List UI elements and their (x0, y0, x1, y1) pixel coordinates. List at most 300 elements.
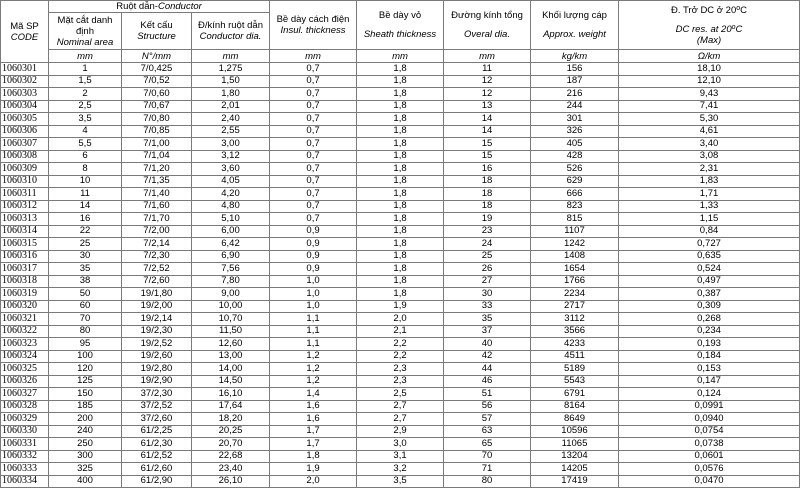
unit-structure: N°/mm (122, 50, 192, 63)
table-row (1, 238, 800, 251)
cell-insulation: 0,7 (270, 63, 357, 76)
cell-sheath: 3,5 (357, 475, 444, 488)
cell-sheath: 1,8 (357, 275, 444, 288)
cell-nominal-area: 250 (49, 438, 122, 451)
header-weight (531, 1, 619, 50)
cell-dc-resistance: 0,147 (619, 375, 800, 388)
cell-structure: 7/0,52 (122, 75, 192, 88)
cell-structure: 61/2,25 (122, 425, 192, 438)
cell-code: 1060316 (1, 250, 49, 263)
cell-structure: 19/2,90 (122, 375, 192, 388)
cell-insulation: 1,0 (270, 275, 357, 288)
cell-insulation: 0,9 (270, 263, 357, 276)
header-overall-vi: Đường kính tổng (451, 10, 523, 21)
cell-dc-resistance: 0,124 (619, 388, 800, 401)
cell-structure: 7/2,14 (122, 238, 192, 251)
cell-sheath: 3,0 (357, 438, 444, 451)
table-row (1, 313, 800, 326)
cell-sheath: 1,8 (357, 75, 444, 88)
cell-weight: 2234 (531, 288, 619, 301)
cell-nominal-area: 6 (49, 150, 122, 163)
cell-structure: 19/1,80 (122, 288, 192, 301)
cell-conductor-dia: 2,40 (192, 113, 270, 126)
cell-conductor-dia: 26,10 (192, 475, 270, 488)
cell-insulation: 0,7 (270, 150, 357, 163)
table-row (1, 375, 800, 388)
cell-code: 1060308 (1, 150, 49, 163)
header-nominal-area (49, 13, 122, 50)
cell-overall-dia: 25 (444, 250, 531, 263)
cell-structure: 7/0,67 (122, 100, 192, 113)
cell-code: 1060304 (1, 100, 49, 113)
degree-sup-en: o (731, 23, 736, 31)
cell-insulation: 1,2 (270, 363, 357, 376)
cell-nominal-area: 16 (49, 213, 122, 226)
cell-overall-dia: 42 (444, 350, 531, 363)
cell-conductor-dia: 14,50 (192, 375, 270, 388)
cell-nominal-area: 200 (49, 413, 122, 426)
cell-sheath: 1,8 (357, 288, 444, 301)
cell-sheath: 1,8 (357, 250, 444, 263)
cell-weight: 1408 (531, 250, 619, 263)
cell-weight: 6791 (531, 388, 619, 401)
cell-insulation: 0,9 (270, 250, 357, 263)
header-resistance-vi (621, 5, 797, 16)
header-conductor-group (49, 1, 270, 13)
cell-code: 1060321 (1, 313, 49, 326)
cell-sheath: 1,8 (357, 238, 444, 251)
cell-conductor-dia: 10,70 (192, 313, 270, 326)
cell-sheath: 1,8 (357, 138, 444, 151)
cell-sheath: 1,8 (357, 200, 444, 213)
cell-insulation: 0,7 (270, 213, 357, 226)
cell-structure: 7/2,30 (122, 250, 192, 263)
table-row (1, 413, 800, 426)
header-nominal-area-vi: Mặt cắt danh định (57, 14, 113, 37)
cell-code: 1060331 (1, 438, 49, 451)
cell-structure: 19/2,52 (122, 338, 192, 351)
cell-dc-resistance: 0,0470 (619, 475, 800, 488)
cell-insulation: 0,7 (270, 100, 357, 113)
table-row (1, 300, 800, 313)
table-row (1, 163, 800, 176)
cell-insulation: 1,2 (270, 375, 357, 388)
cell-overall-dia: 12 (444, 75, 531, 88)
cell-conductor-dia: 6,90 (192, 250, 270, 263)
cell-sheath: 2,3 (357, 363, 444, 376)
cell-weight: 326 (531, 125, 619, 138)
cell-insulation: 1,6 (270, 400, 357, 413)
cell-nominal-area: 35 (49, 263, 122, 276)
cell-code: 1060327 (1, 388, 49, 401)
cell-dc-resistance: 0,635 (619, 250, 800, 263)
cell-code: 1060311 (1, 188, 49, 201)
cell-structure: 7/1,35 (122, 175, 192, 188)
cell-sheath: 2,9 (357, 425, 444, 438)
cell-dc-resistance: 0,524 (619, 263, 800, 276)
cell-overall-dia: 13 (444, 100, 531, 113)
cell-structure: 61/2,60 (122, 463, 192, 476)
cell-weight: 1766 (531, 275, 619, 288)
cell-weight: 216 (531, 88, 619, 101)
cell-dc-resistance: 7,41 (619, 100, 800, 113)
cell-sheath: 1,8 (357, 150, 444, 163)
cell-insulation: 0,9 (270, 225, 357, 238)
header-resistance-max: (Max) (696, 34, 722, 46)
header-conductor-dia-en: Conductor dia. (199, 31, 262, 42)
table-row (1, 400, 800, 413)
header-conductor-dia-vi: Đ/kính ruột dẫn (198, 20, 263, 31)
table-row (1, 275, 800, 288)
cell-conductor-dia: 4,20 (192, 188, 270, 201)
cell-weight: 5543 (531, 375, 619, 388)
cell-overall-dia: 37 (444, 325, 531, 338)
cell-dc-resistance: 4,61 (619, 125, 800, 138)
header-code-vi: Mã SP (10, 20, 39, 32)
cell-conductor-dia: 3,60 (192, 163, 270, 176)
cell-structure: 19/2,60 (122, 350, 192, 363)
header-code-en: CODE (10, 31, 39, 43)
cell-sheath: 1,8 (357, 175, 444, 188)
cell-code: 1060318 (1, 275, 49, 288)
cell-insulation: 1,2 (270, 350, 357, 363)
cell-nominal-area: 22 (49, 225, 122, 238)
cell-dc-resistance: 0,309 (619, 300, 800, 313)
cell-conductor-dia: 18,20 (192, 413, 270, 426)
cell-weight: 3112 (531, 313, 619, 326)
table-row (1, 63, 800, 76)
table-row (1, 288, 800, 301)
header-conductor-vi: Ruột dẫn- (116, 1, 158, 12)
table-row (1, 125, 800, 138)
cell-dc-resistance: 9,43 (619, 88, 800, 101)
cell-insulation: 1,1 (270, 313, 357, 326)
cell-structure: 61/2,52 (122, 450, 192, 463)
cell-insulation: 0,7 (270, 188, 357, 201)
cell-overall-dia: 70 (444, 450, 531, 463)
header-structure (122, 13, 192, 50)
cell-conductor-dia: 1,50 (192, 75, 270, 88)
cell-weight: 823 (531, 200, 619, 213)
cell-dc-resistance: 0,153 (619, 363, 800, 376)
header-conductor-dia (192, 13, 270, 50)
cell-sheath: 1,8 (357, 163, 444, 176)
cell-weight: 11065 (531, 438, 619, 451)
cell-nominal-area: 125 (49, 375, 122, 388)
cell-overall-dia: 18 (444, 175, 531, 188)
cell-overall-dia: 46 (444, 375, 531, 388)
cell-structure: 7/1,60 (122, 200, 192, 213)
cell-code: 1060301 (1, 63, 49, 76)
cell-overall-dia: 63 (444, 425, 531, 438)
table-row (1, 450, 800, 463)
cell-weight: 2717 (531, 300, 619, 313)
header-insulation-vi: Bề dày cách điện (276, 14, 350, 25)
cell-code: 1060305 (1, 113, 49, 126)
cell-overall-dia: 57 (444, 413, 531, 426)
cell-overall-dia: 15 (444, 138, 531, 151)
cell-nominal-area: 300 (49, 450, 122, 463)
header-structure-vi: Kết cấu (140, 20, 173, 31)
table-row (1, 338, 800, 351)
cell-dc-resistance: 0,387 (619, 288, 800, 301)
cell-structure: 7/1,00 (122, 138, 192, 151)
cell-conductor-dia: 3,12 (192, 150, 270, 163)
cell-structure: 19/2,30 (122, 325, 192, 338)
table-row (1, 325, 800, 338)
header-conductor-en: Conductor (157, 1, 202, 12)
cell-nominal-area: 2 (49, 88, 122, 101)
cell-code: 1060320 (1, 300, 49, 313)
table-row (1, 188, 800, 201)
table-row (1, 113, 800, 126)
cell-code: 1060329 (1, 413, 49, 426)
cell-code: 1060309 (1, 163, 49, 176)
cell-nominal-area: 10 (49, 175, 122, 188)
cell-code: 1060312 (1, 200, 49, 213)
cell-code: 1060333 (1, 463, 49, 476)
cell-conductor-dia: 9,00 (192, 288, 270, 301)
cell-weight: 666 (531, 188, 619, 201)
cell-structure: 37/2,60 (122, 413, 192, 426)
cell-conductor-dia: 13,00 (192, 350, 270, 363)
cell-dc-resistance: 0,234 (619, 325, 800, 338)
cell-code: 1060324 (1, 350, 49, 363)
cell-code: 1060303 (1, 88, 49, 101)
cell-overall-dia: 15 (444, 150, 531, 163)
unit-sheath: mm (357, 50, 444, 63)
cell-code: 1060328 (1, 400, 49, 413)
header-weight-en: Approx. weight (543, 29, 606, 40)
cell-nominal-area: 400 (49, 475, 122, 488)
cell-code: 1060317 (1, 263, 49, 276)
cell-weight: 4511 (531, 350, 619, 363)
header-overall-dia (444, 1, 531, 50)
header-weight-vi: Khối lượng cáp (542, 10, 607, 21)
cell-overall-dia: 23 (444, 225, 531, 238)
cell-overall-dia: 51 (444, 388, 531, 401)
cell-weight: 17419 (531, 475, 619, 488)
cell-weight: 14205 (531, 463, 619, 476)
cell-sheath: 1,8 (357, 63, 444, 76)
cell-conductor-dia: 4,80 (192, 200, 270, 213)
cell-code: 1060323 (1, 338, 49, 351)
cell-structure: 61/2,90 (122, 475, 192, 488)
cell-weight: 629 (531, 175, 619, 188)
cell-weight: 244 (531, 100, 619, 113)
cell-overall-dia: 40 (444, 338, 531, 351)
cell-overall-dia: 16 (444, 163, 531, 176)
cell-code: 1060330 (1, 425, 49, 438)
cell-sheath: 3,2 (357, 463, 444, 476)
header-dc-resistance (619, 1, 800, 50)
cell-conductor-dia: 11,50 (192, 325, 270, 338)
table-row (1, 250, 800, 263)
cell-structure: 61/2,30 (122, 438, 192, 451)
cell-insulation: 0,7 (270, 113, 357, 126)
cell-sheath: 2,7 (357, 413, 444, 426)
cell-conductor-dia: 22,68 (192, 450, 270, 463)
cell-structure: 19/2,80 (122, 363, 192, 376)
header-resistance-en-prefix: DC res. at 20 (675, 23, 732, 35)
cell-nominal-area: 1 (49, 63, 122, 76)
cell-nominal-area: 30 (49, 250, 122, 263)
cell-sheath: 2,1 (357, 325, 444, 338)
cell-dc-resistance: 0,0940 (619, 413, 800, 426)
unit-weight: kg/km (531, 50, 619, 63)
header-sheath-en: Sheath thickness (363, 29, 437, 40)
cell-overall-dia: 71 (444, 463, 531, 476)
degree-sup: o (736, 4, 741, 12)
cell-code: 1060310 (1, 175, 49, 188)
cell-conductor-dia: 2,01 (192, 100, 270, 113)
cell-overall-dia: 44 (444, 363, 531, 376)
cell-weight: 10596 (531, 425, 619, 438)
cell-nominal-area: 240 (49, 425, 122, 438)
cell-structure: 7/1,04 (122, 150, 192, 163)
cell-conductor-dia: 17,64 (192, 400, 270, 413)
cell-weight: 8164 (531, 400, 619, 413)
cell-sheath: 2,3 (357, 375, 444, 388)
table-row (1, 475, 800, 488)
header-sheath (357, 1, 444, 50)
unit-resistance: Ω/km (619, 50, 800, 63)
cell-weight: 187 (531, 75, 619, 88)
cell-overall-dia: 11 (444, 63, 531, 76)
cell-insulation: 1,9 (270, 463, 357, 476)
table-row (1, 100, 800, 113)
units-row (1, 50, 800, 63)
cell-nominal-area: 3,5 (49, 113, 122, 126)
cell-nominal-area: 150 (49, 388, 122, 401)
cell-nominal-area: 2,5 (49, 100, 122, 113)
table-row (1, 138, 800, 151)
cell-weight: 1242 (531, 238, 619, 251)
cell-overall-dia: 18 (444, 188, 531, 201)
cell-nominal-area: 100 (49, 350, 122, 363)
cell-dc-resistance: 18,10 (619, 63, 800, 76)
cell-overall-dia: 35 (444, 313, 531, 326)
cell-weight: 3566 (531, 325, 619, 338)
header-row-1 (1, 1, 800, 13)
cell-insulation: 1,1 (270, 338, 357, 351)
cell-code: 1060319 (1, 288, 49, 301)
header-overall-en: Overal dia. (464, 29, 510, 40)
cell-nominal-area: 25 (49, 238, 122, 251)
cell-insulation: 0,7 (270, 75, 357, 88)
cell-structure: 7/0,85 (122, 125, 192, 138)
table-row (1, 438, 800, 451)
cell-conductor-dia: 20,70 (192, 438, 270, 451)
cell-insulation: 1,7 (270, 425, 357, 438)
cell-structure: 7/2,60 (122, 275, 192, 288)
unit-conductor-dia: mm (192, 50, 270, 63)
cell-overall-dia: 65 (444, 438, 531, 451)
cell-structure: 7/0,425 (122, 63, 192, 76)
cell-insulation: 1,7 (270, 438, 357, 451)
cell-nominal-area: 5,5 (49, 138, 122, 151)
cell-sheath: 1,8 (357, 188, 444, 201)
cell-weight: 301 (531, 113, 619, 126)
table-row (1, 200, 800, 213)
table-row (1, 350, 800, 363)
cell-conductor-dia: 16,10 (192, 388, 270, 401)
header-insulation-en: Insul. thickness (280, 25, 346, 36)
cell-sheath: 1,8 (357, 263, 444, 276)
cell-nominal-area: 60 (49, 300, 122, 313)
cell-insulation: 0,7 (270, 200, 357, 213)
cell-overall-dia: 12 (444, 88, 531, 101)
cell-dc-resistance: 1,71 (619, 188, 800, 201)
cell-dc-resistance: 0,497 (619, 275, 800, 288)
cell-insulation: 0,7 (270, 175, 357, 188)
cell-weight: 5189 (531, 363, 619, 376)
cell-overall-dia: 30 (444, 288, 531, 301)
cell-overall-dia: 19 (444, 213, 531, 226)
cell-dc-resistance: 0,0601 (619, 450, 800, 463)
cell-dc-resistance: 0,184 (619, 350, 800, 363)
cell-conductor-dia: 6,42 (192, 238, 270, 251)
cell-dc-resistance: 1,15 (619, 213, 800, 226)
table-row (1, 75, 800, 88)
cell-sheath: 2,7 (357, 400, 444, 413)
cell-dc-resistance: 0,727 (619, 238, 800, 251)
cell-conductor-dia: 6,00 (192, 225, 270, 238)
cell-dc-resistance: 0,0754 (619, 425, 800, 438)
cell-dc-resistance: 0,268 (619, 313, 800, 326)
cell-dc-resistance: 0,193 (619, 338, 800, 351)
cell-insulation: 1,0 (270, 288, 357, 301)
cell-overall-dia: 14 (444, 113, 531, 126)
header-resistance-en-suffix: C (735, 23, 743, 35)
header-insulation (270, 1, 357, 50)
table-row (1, 213, 800, 226)
cell-structure: 19/2,00 (122, 300, 192, 313)
cell-conductor-dia: 3,00 (192, 138, 270, 151)
cell-nominal-area: 185 (49, 400, 122, 413)
cell-sheath: 1,8 (357, 125, 444, 138)
cell-conductor-dia: 10,00 (192, 300, 270, 313)
cell-code: 1060302 (1, 75, 49, 88)
cell-code: 1060315 (1, 238, 49, 251)
cell-overall-dia: 14 (444, 125, 531, 138)
cell-code: 1060306 (1, 125, 49, 138)
cell-dc-resistance: 0,84 (619, 225, 800, 238)
header-resistance-vi-suffix: C (740, 4, 748, 16)
cell-sheath: 1,8 (357, 113, 444, 126)
cell-code: 1060313 (1, 213, 49, 226)
cell-weight: 815 (531, 213, 619, 226)
cell-conductor-dia: 7,56 (192, 263, 270, 276)
cell-weight: 428 (531, 150, 619, 163)
cell-structure: 37/2,52 (122, 400, 192, 413)
cell-insulation: 0,9 (270, 238, 357, 251)
cell-dc-resistance: 0,0738 (619, 438, 800, 451)
table-row (1, 425, 800, 438)
cell-structure: 7/2,00 (122, 225, 192, 238)
cell-insulation: 1,0 (270, 300, 357, 313)
unit-nominal-area: mm (49, 50, 122, 63)
cell-code: 1060332 (1, 450, 49, 463)
cell-sheath: 2,0 (357, 313, 444, 326)
cell-structure: 19/2,14 (122, 313, 192, 326)
header-nominal-area-en: Nominal area (56, 36, 114, 48)
cell-sheath: 1,8 (357, 88, 444, 101)
cell-weight: 8649 (531, 413, 619, 426)
cell-sheath: 2,5 (357, 388, 444, 401)
cell-insulation: 1,1 (270, 325, 357, 338)
cell-sheath: 3,1 (357, 450, 444, 463)
